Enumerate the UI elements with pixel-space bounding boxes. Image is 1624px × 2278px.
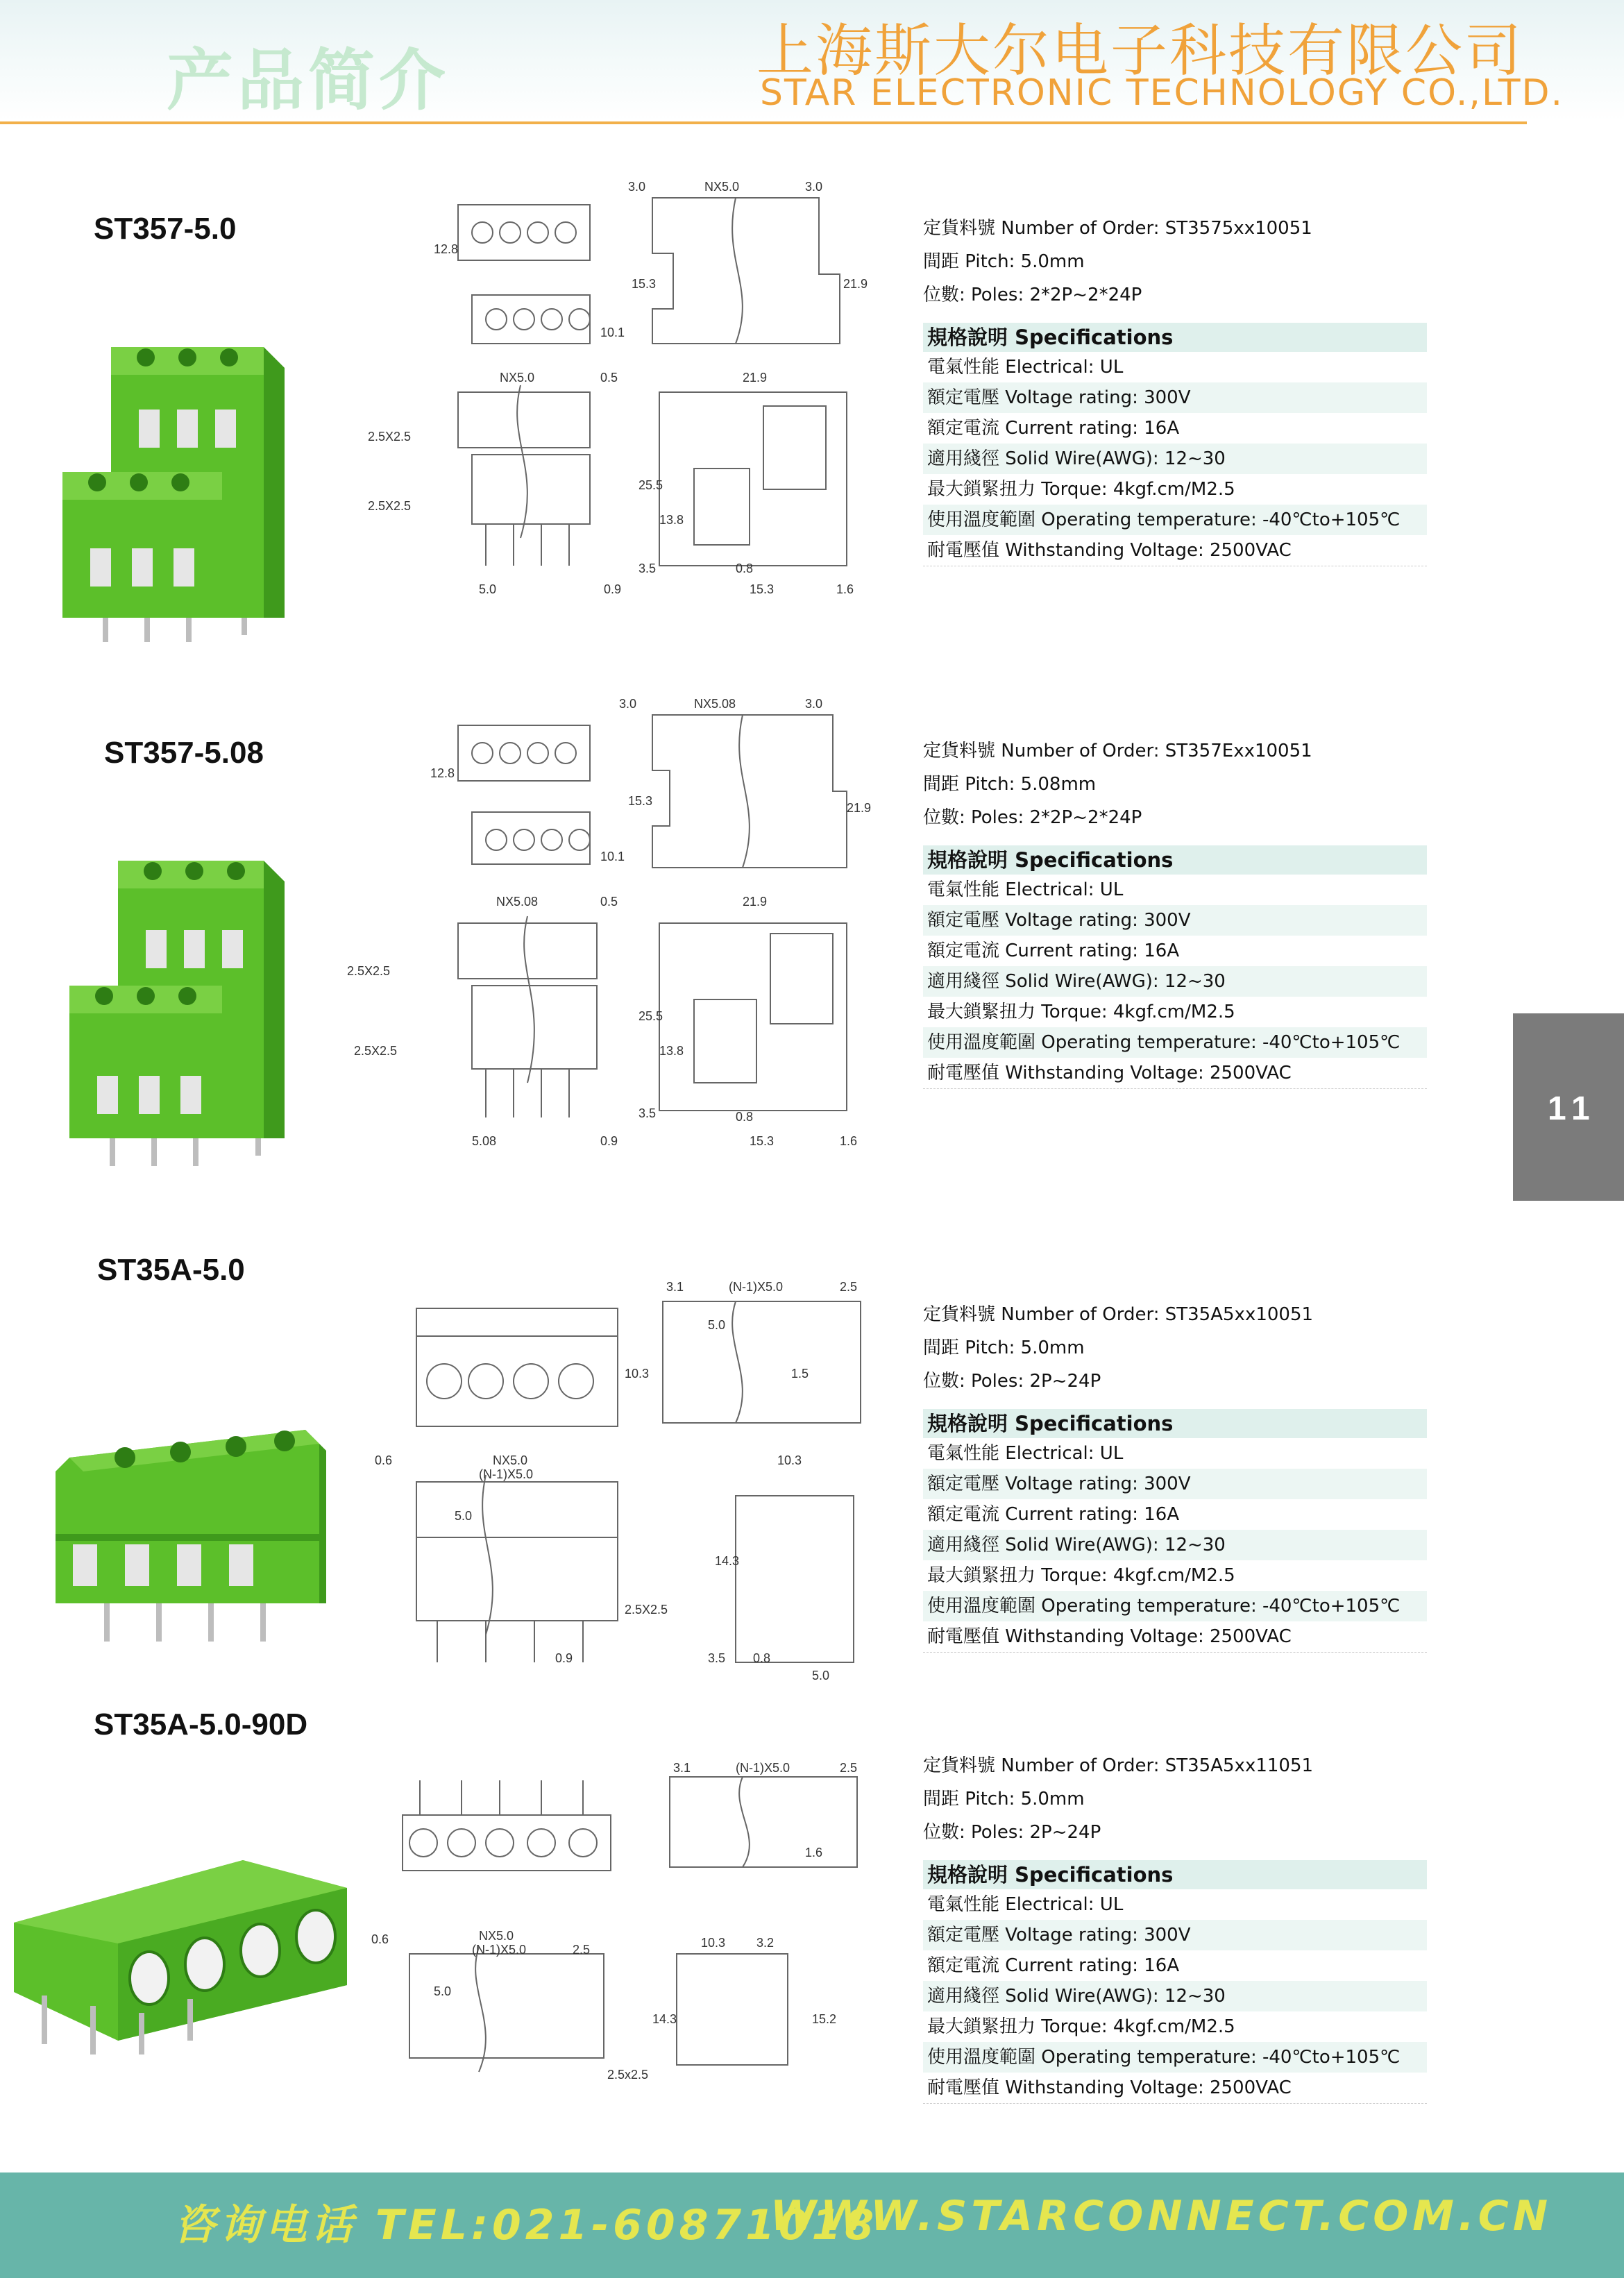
dim-label: 1.6 [805, 1846, 823, 1859]
dim-label: 1.5 [791, 1367, 809, 1381]
dim-label: 3.1 [673, 1761, 691, 1775]
spec-row: 最大鎖緊扭力 Torque: 4kgf.cm/M2.5 [927, 2016, 1235, 2037]
section-title: 产品简介 [167, 42, 450, 119]
dim-label: 12.8 [434, 242, 459, 256]
spec-row: 使用溫度範圍 Operating temperature: -40℃to+105℃ [923, 1591, 1427, 1621]
spec-row: 額定電流 Current rating: 16A [927, 940, 1180, 961]
product-model: ST357-5.08 [104, 736, 264, 770]
dim-label: 15.2 [812, 2012, 837, 2026]
dim-label: 10.3 [777, 1453, 802, 1467]
spec-title: 規格說明 Specifications [923, 1860, 1427, 1889]
dim-label: 5.0 [479, 582, 497, 596]
spec-row: 額定電壓 Voltage rating: 300V [923, 382, 1427, 413]
dim-label: NX5.08 [694, 697, 736, 711]
dim-label: 0.9 [604, 582, 622, 596]
spec-block [923, 1749, 1450, 2104]
spec-row: 電氣性能 Electrical: UL [927, 879, 1124, 900]
spec-row: 最大鎖緊扭力 Torque: 4kgf.cm/M2.5 [927, 1565, 1235, 1586]
dim-label: 25.5 [638, 478, 663, 492]
spec-row: 額定電壓 Voltage rating: 300V [923, 1920, 1427, 1950]
spec-row: 使用溫度範圍 Operating temperature: -40℃to+105℃ [923, 505, 1427, 535]
dimension-drawing [375, 1274, 874, 1690]
order-number: 定貨料號 Number of Order: ST35A5xx10051 [923, 1304, 1314, 1325]
dim-label: (N-1)X5.0 [479, 1467, 534, 1481]
terminal-block-image [42, 1416, 333, 1673]
dim-label: 3.1 [666, 1280, 684, 1294]
dim-label: (N-1)X5.0 [736, 1761, 790, 1775]
dim-label: 15.3 [632, 277, 657, 291]
dim-label: 0.8 [753, 1651, 771, 1665]
dim-label: NX5.0 [500, 371, 535, 385]
dim-label: 21.9 [843, 277, 868, 291]
dim-label: 5.0 [455, 1509, 473, 1523]
dim-label: 21.9 [847, 801, 872, 815]
dim-label: 0.5 [600, 895, 618, 909]
dim-label: 25.5 [638, 1009, 663, 1023]
spec-row: 耐電壓值 Withstanding Voltage: 2500VAC [923, 1058, 1427, 1089]
spec-row: 額定電流 Current rating: 16A [927, 1504, 1180, 1525]
dim-label: 2.5X2.5 [354, 1044, 398, 1058]
spec-row: 使用溫度範圍 Operating temperature: -40℃to+105℃ [923, 1027, 1427, 1058]
dim-label: 2.5 [840, 1761, 858, 1775]
page-number-tab [1513, 1013, 1624, 1201]
product-model: ST357-5.0 [94, 212, 237, 246]
terminal-block-image [7, 1846, 354, 2075]
dimension-drawing [368, 177, 868, 607]
pitch: 間距 Pitch: 5.08mm [923, 774, 1097, 795]
header-divider [0, 121, 1527, 124]
spec-row: 額定電壓 Voltage rating: 300V [923, 1469, 1427, 1499]
pitch: 間距 Pitch: 5.0mm [923, 1789, 1085, 1809]
dim-label: 2.5X2.5 [368, 430, 412, 444]
spec-block [923, 1298, 1450, 1653]
dim-label: 14.3 [715, 1554, 740, 1568]
dim-label: 2.5 [840, 1280, 858, 1294]
dim-label: 15.3 [750, 1134, 775, 1148]
dim-label: 13.8 [659, 1044, 684, 1058]
dim-label: NX5.08 [496, 895, 539, 909]
spec-row: 適用綫徑 Solid Wire(AWG): 12~30 [923, 966, 1427, 997]
dim-label: 3.0 [619, 697, 637, 711]
spec-row: 最大鎖緊扭力 Torque: 4kgf.cm/M2.5 [927, 479, 1235, 500]
dim-label: 10.1 [600, 326, 625, 339]
dim-label: 3.2 [756, 1936, 775, 1950]
dim-label: 3.5 [638, 562, 657, 575]
dim-label: 5.0 [708, 1318, 726, 1332]
spec-title: 規格說明 Specifications [923, 1409, 1427, 1438]
company-name-en: STAR ELECTRONIC TECHNOLOGY CO.,LTD. [760, 72, 1564, 114]
dim-label: 1.6 [840, 1134, 858, 1148]
dim-label: 0.8 [736, 562, 754, 575]
dim-label: 0.5 [600, 371, 618, 385]
dim-label: 3.5 [708, 1651, 726, 1665]
footer-phone: 咨询电话 TEL:021-60871018 [174, 2201, 879, 2250]
spec-title: 規格說明 Specifications [923, 323, 1427, 352]
dim-label: 10.3 [701, 1936, 726, 1950]
spec-row: 耐電壓值 Withstanding Voltage: 2500VAC [923, 535, 1427, 566]
dim-label: 21.9 [743, 371, 768, 385]
dim-label: (N-1)X5.0 [729, 1280, 784, 1294]
dim-label: 0.9 [555, 1651, 573, 1665]
product-model: ST35A-5.0-90D [94, 1707, 308, 1741]
spec-title: 規格說明 Specifications [923, 845, 1427, 875]
dim-label: 15.3 [750, 582, 775, 596]
order-number: 定貨料號 Number of Order: ST357Exx10051 [923, 741, 1312, 761]
dim-label: 12.8 [430, 766, 455, 780]
dim-label: 3.0 [805, 697, 823, 711]
spec-block [923, 212, 1450, 566]
dim-label: 3.0 [628, 180, 646, 194]
dim-label: 1.6 [836, 582, 854, 596]
dim-label: 10.1 [600, 850, 625, 863]
dim-label: (N-1)X5.0 [472, 1943, 527, 1957]
dim-label: 10.3 [625, 1367, 650, 1381]
pitch: 間距 Pitch: 5.0mm [923, 1338, 1085, 1358]
spec-row: 電氣性能 Electrical: UL [927, 357, 1124, 378]
dim-label: 2.5X2.5 [347, 964, 391, 978]
dim-label: 0.6 [375, 1453, 393, 1467]
dimension-drawing [347, 694, 872, 1159]
dim-label: 2.5X2.5 [368, 499, 412, 513]
dim-label: 15.3 [628, 794, 653, 808]
dimension-drawing [368, 1760, 868, 2107]
poles: 位數: Poles: 2P~24P [923, 1822, 1101, 1843]
spec-row: 額定電壓 Voltage rating: 300V [923, 905, 1427, 936]
dim-label: 2.5x2.5 [607, 2068, 649, 2082]
order-number: 定貨料號 Number of Order: ST3575xx10051 [923, 218, 1312, 239]
terminal-block-image [56, 847, 291, 1173]
spec-block [923, 734, 1450, 1089]
spec-row: 最大鎖緊扭力 Torque: 4kgf.cm/M2.5 [927, 1002, 1235, 1022]
spec-row: 耐電壓值 Withstanding Voltage: 2500VAC [923, 1621, 1427, 1653]
spec-row: 適用綫徑 Solid Wire(AWG): 12~30 [923, 1530, 1427, 1560]
dim-label: NX5.0 [493, 1453, 528, 1467]
terminal-block-image [56, 326, 291, 646]
footer-website[interactable]: WWW.STARCONNECT.COM.CN [770, 2192, 1553, 2241]
order-number: 定貨料號 Number of Order: ST35A5xx11051 [923, 1755, 1314, 1776]
poles: 位數: Poles: 2*2P~2*24P [923, 807, 1142, 828]
dim-label: 2.5 [573, 1943, 591, 1957]
spec-row: 適用綫徑 Solid Wire(AWG): 12~30 [923, 1981, 1427, 2011]
dim-label: 21.9 [743, 895, 768, 909]
dim-label: 13.8 [659, 513, 684, 527]
spec-row: 電氣性能 Electrical: UL [927, 1894, 1124, 1915]
dim-label: 14.3 [652, 2012, 677, 2026]
dim-label: NX5.0 [704, 180, 740, 194]
dim-label: 3.5 [638, 1106, 657, 1120]
spec-row: 使用溫度範圍 Operating temperature: -40℃to+105℃ [923, 2042, 1427, 2073]
dim-label: 0.8 [736, 1110, 754, 1124]
poles: 位數: Poles: 2P~24P [923, 1371, 1101, 1392]
dim-label: 5.0 [434, 1984, 452, 1998]
pitch: 間距 Pitch: 5.0mm [923, 251, 1085, 272]
dim-label: NX5.0 [479, 1929, 514, 1943]
product-model: ST35A-5.0 [97, 1253, 245, 1287]
company-name-cn: 上海斯大尔电子科技有限公司 [756, 18, 1524, 84]
dim-label: 3.0 [805, 180, 823, 194]
spec-row: 額定電流 Current rating: 16A [927, 418, 1180, 439]
dim-label: 5.08 [472, 1134, 497, 1148]
spec-row: 電氣性能 Electrical: UL [927, 1443, 1124, 1464]
dim-label: 0.6 [371, 1932, 389, 1946]
dim-label: 0.9 [600, 1134, 618, 1148]
spec-row: 耐電壓值 Withstanding Voltage: 2500VAC [923, 2073, 1427, 2104]
page-number: 11 [1548, 1090, 1597, 1127]
spec-row: 額定電流 Current rating: 16A [927, 1955, 1180, 1976]
dim-label: 2.5X2.5 [625, 1603, 668, 1617]
poles: 位數: Poles: 2*2P~2*24P [923, 285, 1142, 305]
spec-row: 適用綫徑 Solid Wire(AWG): 12~30 [923, 444, 1427, 474]
dim-label: 5.0 [812, 1669, 830, 1682]
